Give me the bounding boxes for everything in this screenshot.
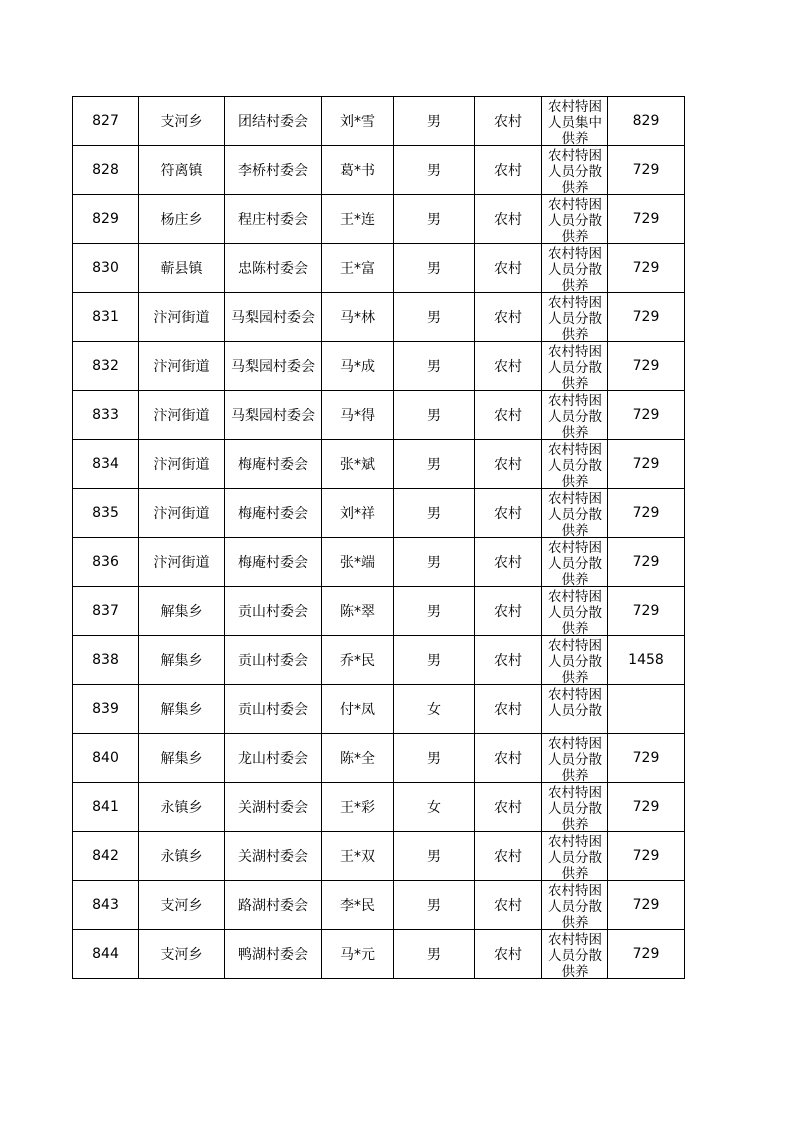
roster-body	[73, 97, 685, 979]
support-type-cell	[542, 391, 608, 440]
person-name-cell: 张*端	[322, 538, 394, 587]
gender-cell: 男	[394, 440, 475, 489]
township-cell: 汴河街道	[139, 440, 225, 489]
support-type-text: 农村特困人员分散供养	[548, 637, 602, 684]
amount-cell: 729	[608, 930, 685, 979]
township-cell: 永镇乡	[139, 783, 225, 832]
village-committee-cell: 梅庵村委会	[225, 440, 322, 489]
gender-cell: 男	[394, 342, 475, 391]
support-type-cell	[542, 538, 608, 587]
row-number-cell: 843	[73, 881, 139, 930]
township-cell: 汴河街道	[139, 293, 225, 342]
table-row	[73, 636, 685, 685]
area-type-cell: 农村	[475, 97, 542, 146]
township-cell: 永镇乡	[139, 832, 225, 881]
person-name-cell: 王*彩	[322, 783, 394, 832]
support-type-cell	[542, 342, 608, 391]
township-cell: 解集乡	[139, 587, 225, 636]
township-cell: 汴河街道	[139, 342, 225, 391]
support-type-text: 农村特困人员分散供养	[548, 147, 602, 194]
village-committee-cell: 贡山村委会	[225, 636, 322, 685]
village-committee-cell: 梅庵村委会	[225, 538, 322, 587]
amount-cell: 729	[608, 734, 685, 783]
village-committee-cell: 马梨园村委会	[225, 342, 322, 391]
support-type-text: 农村特困人员分散供养	[548, 882, 602, 929]
row-number-cell: 827	[73, 97, 139, 146]
amount-cell: 729	[608, 391, 685, 440]
gender-cell: 男	[394, 293, 475, 342]
amount-cell	[608, 685, 685, 734]
person-name-cell: 马*林	[322, 293, 394, 342]
support-type-text: 农村特困人员分散供养	[548, 196, 602, 243]
township-cell: 杨庄乡	[139, 195, 225, 244]
gender-cell: 男	[394, 636, 475, 685]
village-committee-cell: 路湖村委会	[225, 881, 322, 930]
amount-cell: 729	[608, 538, 685, 587]
row-number-cell: 830	[73, 244, 139, 293]
table-row	[73, 685, 685, 734]
support-type-text: 农村特困人员分散供养	[548, 441, 602, 488]
row-number-cell: 832	[73, 342, 139, 391]
village-committee-cell: 关湖村委会	[225, 832, 322, 881]
table-row	[73, 832, 685, 881]
support-type-text: 农村特困人员分散供养	[548, 245, 602, 292]
row-number-cell: 844	[73, 930, 139, 979]
support-type-cell	[542, 685, 608, 734]
table-row	[73, 195, 685, 244]
table-row	[73, 734, 685, 783]
township-cell: 支河乡	[139, 97, 225, 146]
area-type-cell: 农村	[475, 587, 542, 636]
support-type-cell	[542, 440, 608, 489]
township-cell: 汴河街道	[139, 538, 225, 587]
row-number-cell: 842	[73, 832, 139, 881]
support-type-cell	[542, 783, 608, 832]
support-type-cell	[542, 636, 608, 685]
village-committee-cell: 鸭湖村委会	[225, 930, 322, 979]
amount-cell: 729	[608, 832, 685, 881]
support-type-text: 农村特困人员分散	[548, 686, 602, 719]
person-name-cell: 马*元	[322, 930, 394, 979]
row-number-cell: 838	[73, 636, 139, 685]
gender-cell: 男	[394, 489, 475, 538]
village-committee-cell: 龙山村委会	[225, 734, 322, 783]
support-type-cell	[542, 195, 608, 244]
township-cell: 解集乡	[139, 636, 225, 685]
row-number-cell: 829	[73, 195, 139, 244]
support-type-text: 农村特困人员分散供养	[548, 490, 602, 537]
person-name-cell: 付*凤	[322, 685, 394, 734]
support-type-cell	[542, 734, 608, 783]
table-row	[73, 881, 685, 930]
row-number-cell: 840	[73, 734, 139, 783]
township-cell: 蕲县镇	[139, 244, 225, 293]
area-type-cell: 农村	[475, 538, 542, 587]
amount-cell: 1458	[608, 636, 685, 685]
township-cell: 汴河街道	[139, 391, 225, 440]
amount-cell: 729	[608, 587, 685, 636]
area-type-cell: 农村	[475, 244, 542, 293]
village-committee-cell: 程庄村委会	[225, 195, 322, 244]
support-type-text: 农村特困人员分散供养	[548, 392, 602, 439]
table-row	[73, 930, 685, 979]
support-type-cell	[542, 489, 608, 538]
row-number-cell: 841	[73, 783, 139, 832]
area-type-cell: 农村	[475, 489, 542, 538]
area-type-cell: 农村	[475, 930, 542, 979]
amount-cell: 729	[608, 881, 685, 930]
table-row	[73, 97, 685, 146]
area-type-cell: 农村	[475, 832, 542, 881]
support-type-cell	[542, 587, 608, 636]
gender-cell: 男	[394, 244, 475, 293]
village-committee-cell: 马梨园村委会	[225, 293, 322, 342]
township-cell: 支河乡	[139, 881, 225, 930]
gender-cell: 男	[394, 587, 475, 636]
row-number-cell: 837	[73, 587, 139, 636]
support-type-text: 农村特困人员分散供养	[548, 931, 602, 978]
village-committee-cell: 李桥村委会	[225, 146, 322, 195]
person-name-cell: 李*民	[322, 881, 394, 930]
village-committee-cell: 忠陈村委会	[225, 244, 322, 293]
table-row	[73, 489, 685, 538]
area-type-cell: 农村	[475, 636, 542, 685]
person-name-cell: 马*成	[322, 342, 394, 391]
gender-cell: 男	[394, 538, 475, 587]
person-name-cell: 张*斌	[322, 440, 394, 489]
area-type-cell: 农村	[475, 293, 542, 342]
support-type-cell	[542, 832, 608, 881]
person-name-cell: 陈*翠	[322, 587, 394, 636]
gender-cell: 男	[394, 146, 475, 195]
person-name-cell: 王*连	[322, 195, 394, 244]
person-name-cell: 乔*民	[322, 636, 394, 685]
support-type-cell	[542, 293, 608, 342]
gender-cell: 男	[394, 195, 475, 244]
gender-cell: 男	[394, 832, 475, 881]
gender-cell: 女	[394, 783, 475, 832]
roster-table	[72, 96, 685, 979]
amount-cell: 729	[608, 244, 685, 293]
row-number-cell: 839	[73, 685, 139, 734]
area-type-cell: 农村	[475, 391, 542, 440]
amount-cell: 729	[608, 342, 685, 391]
area-type-cell: 农村	[475, 440, 542, 489]
table-row	[73, 391, 685, 440]
township-cell: 支河乡	[139, 930, 225, 979]
person-name-cell: 陈*全	[322, 734, 394, 783]
amount-cell: 729	[608, 440, 685, 489]
support-type-cell	[542, 97, 608, 146]
person-name-cell: 葛*书	[322, 146, 394, 195]
village-committee-cell: 贡山村委会	[225, 587, 322, 636]
township-cell: 符离镇	[139, 146, 225, 195]
row-number-cell: 828	[73, 146, 139, 195]
person-name-cell: 马*得	[322, 391, 394, 440]
gender-cell: 男	[394, 881, 475, 930]
village-committee-cell: 马梨园村委会	[225, 391, 322, 440]
village-committee-cell: 梅庵村委会	[225, 489, 322, 538]
village-committee-cell: 关湖村委会	[225, 783, 322, 832]
amount-cell: 729	[608, 146, 685, 195]
area-type-cell: 农村	[475, 146, 542, 195]
village-committee-cell: 团结村委会	[225, 97, 322, 146]
table-row	[73, 342, 685, 391]
support-type-text: 农村特困人员分散供养	[548, 784, 602, 831]
area-type-cell: 农村	[475, 734, 542, 783]
support-type-text: 农村特困人员分散供养	[548, 343, 602, 390]
table-row	[73, 783, 685, 832]
support-type-text: 农村特困人员分散供养	[548, 539, 602, 586]
table-row	[73, 293, 685, 342]
row-number-cell: 833	[73, 391, 139, 440]
person-name-cell: 王*双	[322, 832, 394, 881]
support-type-text: 农村特困人员分散供养	[548, 833, 602, 880]
support-type-text: 农村特困人员分散供养	[548, 588, 602, 635]
gender-cell: 女	[394, 685, 475, 734]
table-row	[73, 587, 685, 636]
area-type-cell: 农村	[475, 783, 542, 832]
row-number-cell: 834	[73, 440, 139, 489]
area-type-cell: 农村	[475, 342, 542, 391]
amount-cell: 729	[608, 489, 685, 538]
person-name-cell: 王*富	[322, 244, 394, 293]
area-type-cell: 农村	[475, 685, 542, 734]
table-row	[73, 146, 685, 195]
amount-cell: 729	[608, 195, 685, 244]
township-cell: 解集乡	[139, 685, 225, 734]
township-cell: 解集乡	[139, 734, 225, 783]
support-type-text: 农村特困人员分散供养	[548, 735, 602, 782]
support-type-cell	[542, 146, 608, 195]
support-type-cell	[542, 881, 608, 930]
area-type-cell: 农村	[475, 881, 542, 930]
amount-cell: 729	[608, 293, 685, 342]
table-row	[73, 538, 685, 587]
table-row	[73, 244, 685, 293]
amount-cell: 829	[608, 97, 685, 146]
table-row	[73, 440, 685, 489]
support-type-cell	[542, 930, 608, 979]
support-type-cell	[542, 244, 608, 293]
gender-cell: 男	[394, 734, 475, 783]
area-type-cell: 农村	[475, 195, 542, 244]
gender-cell: 男	[394, 391, 475, 440]
person-name-cell: 刘*雪	[322, 97, 394, 146]
person-name-cell: 刘*祥	[322, 489, 394, 538]
gender-cell: 男	[394, 97, 475, 146]
row-number-cell: 835	[73, 489, 139, 538]
support-type-text: 农村特困人员集中供养	[548, 98, 602, 145]
amount-cell: 729	[608, 783, 685, 832]
support-type-text: 农村特困人员分散供养	[548, 294, 602, 341]
row-number-cell: 836	[73, 538, 139, 587]
village-committee-cell: 贡山村委会	[225, 685, 322, 734]
township-cell: 汴河街道	[139, 489, 225, 538]
gender-cell: 男	[394, 930, 475, 979]
row-number-cell: 831	[73, 293, 139, 342]
